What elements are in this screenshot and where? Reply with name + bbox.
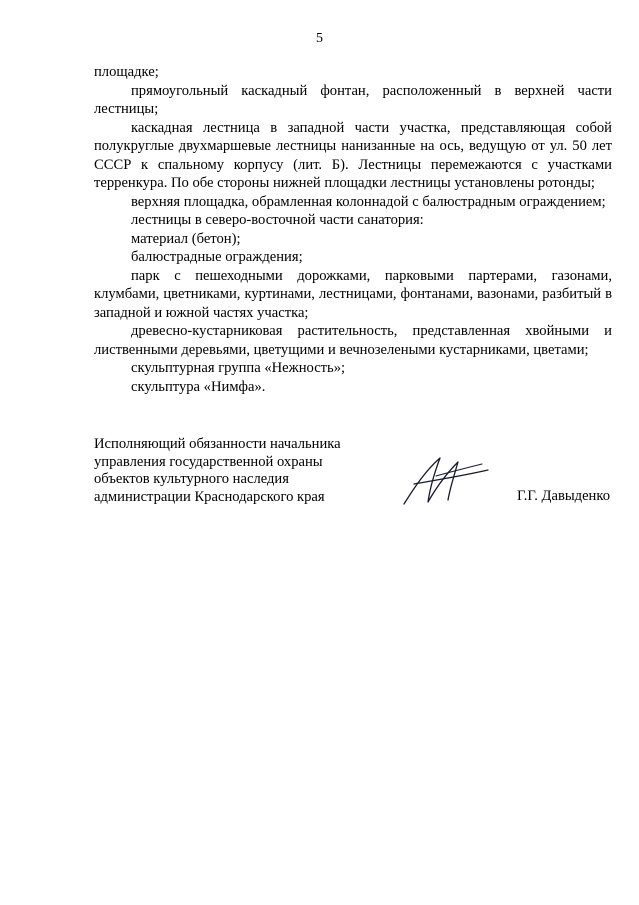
signatory-position-line: Исполняющий обязанности начальника — [94, 436, 341, 452]
paragraph: лестницы в северо-восточной части санатория: — [131, 212, 424, 228]
signatory-name: Г.Г. Давыденко — [516, 488, 610, 504]
document-body — [94, 63, 612, 396]
handwritten-signature-icon — [400, 454, 492, 506]
signatory-position-line: администрации Краснодарского края — [94, 488, 325, 505]
paragraph: парк с пешеходными дорожками, парковыми партерами, газонами, клумбами, цветниками, куртинами, лестницами, фонтанами, вазонами, разбитый в западной и южной частях участка; — [94, 267, 612, 321]
paragraph: скульптурная группа «Нежность»; — [131, 360, 346, 376]
signatory-position-line: управления государственной охраны — [94, 453, 323, 470]
signatory-position-line: объектов культурного наследия — [94, 471, 289, 487]
signatory-position — [94, 436, 384, 506]
paragraph: каскадная лестница в западной части участка, представляющая собой полукруглые двухмаршевые лестницы нанизанные на ось, ведущую от ул. 50 лет СССР к спальному корпусу (лит. Б). Лестницы перемежаются с участками терренкура. По обе стороны нижней площадки лестницы установлены ротонды; — [94, 119, 612, 191]
paragraph: верхняя площадка, обрамленная колоннадой с балюстрадным ограждением; — [131, 193, 606, 210]
paragraph: материал (бетон); — [131, 230, 241, 247]
paragraph: древесно-кустарниковая растительность, представленная хвойными и лиственными деревьями, цветущими и вечнозелеными кустарниками, цветами; — [94, 323, 612, 358]
paragraph: площадке; — [94, 64, 159, 80]
signature-block — [94, 436, 614, 516]
page-number: 5 — [316, 31, 323, 46]
paragraph: прямоугольный каскадный фонтан, расположенный в верхней части лестницы; — [94, 82, 612, 117]
paragraph: балюстрадные ограждения; — [131, 249, 303, 265]
paragraph: скульптура «Нимфа». — [131, 378, 266, 395]
